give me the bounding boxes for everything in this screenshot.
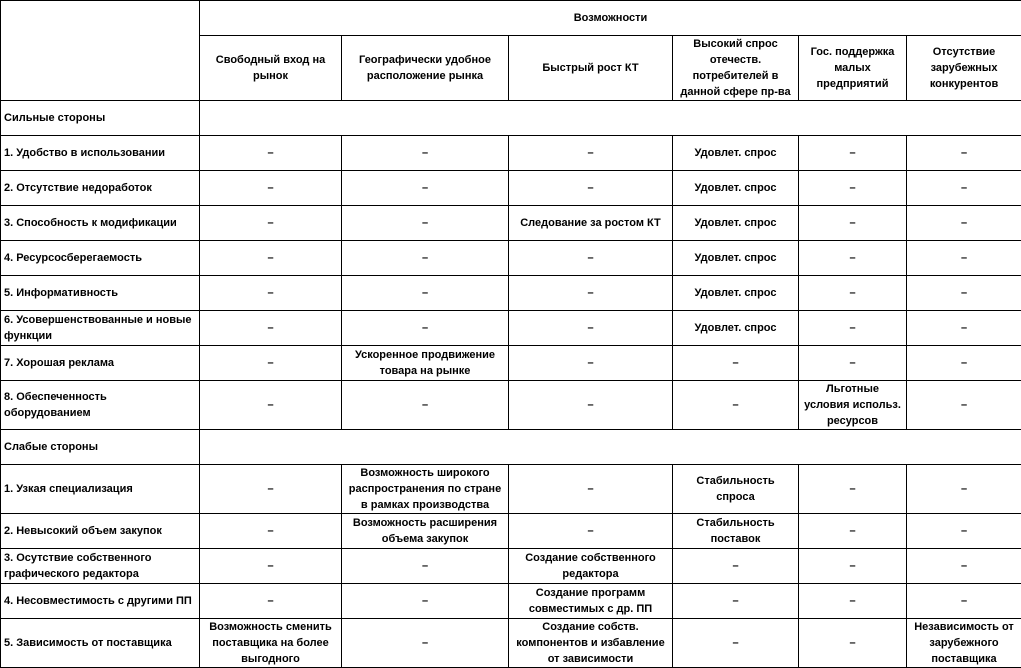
table-cell: – — [907, 241, 1021, 276]
opportunity-header: Гос. поддержка малых предприятий — [799, 36, 907, 101]
table-cell: Возможность широкого распространения по стране в рамках производства — [342, 465, 509, 514]
table-cell: – — [342, 171, 509, 206]
table-cell: Льготные условия использ. ресурсов — [799, 381, 907, 430]
table-cell: – — [342, 241, 509, 276]
table-cell: Создание программ совместимых с др. ПП — [509, 584, 673, 619]
weaknesses-section — [1, 430, 1021, 465]
table-cell: – — [673, 381, 799, 430]
table-cell: – — [799, 311, 907, 346]
table-cell: – — [509, 241, 673, 276]
table-cell: Удовлет. спрос — [673, 206, 799, 241]
table-cell: – — [200, 584, 342, 619]
row-label: 2. Отсутствие недоработок — [1, 171, 200, 206]
table-cell: – — [509, 171, 673, 206]
table-cell: – — [799, 136, 907, 171]
table-cell: Создание собств. компонентов и избавление от зависимости — [509, 619, 673, 668]
table-cell: – — [342, 206, 509, 241]
table-cell: – — [509, 276, 673, 311]
swot-table-body — [1, 1, 1021, 136]
table-cell: – — [907, 206, 1021, 241]
opportunities-title: Возможности — [200, 1, 1021, 36]
opportunity-header: Географически удобное расположение рынка — [342, 36, 509, 101]
table-cell: – — [673, 584, 799, 619]
table-row — [1, 549, 1021, 584]
table-cell: Стабильность поставок — [673, 514, 799, 549]
table-row — [1, 311, 1021, 346]
table-cell: – — [200, 465, 342, 514]
table-cell: – — [200, 346, 342, 381]
table-cell: Независимость от зарубежного поставщика — [907, 619, 1021, 668]
opportunity-header: Быстрый рост КТ — [509, 36, 673, 101]
table-row — [1, 206, 1021, 241]
table-cell: – — [799, 584, 907, 619]
row-label: 1. Узкая специализация — [1, 465, 200, 514]
table-cell: – — [342, 136, 509, 171]
table-cell: Удовлет. спрос — [673, 136, 799, 171]
title-row — [1, 1, 1021, 36]
table-cell: – — [200, 549, 342, 584]
table-row — [1, 619, 1021, 668]
weaknesses-section-row — [1, 430, 1021, 465]
table-cell: – — [342, 549, 509, 584]
table-row — [1, 514, 1021, 549]
table-cell: – — [673, 619, 799, 668]
table-cell: – — [509, 311, 673, 346]
table-cell: – — [200, 311, 342, 346]
table-cell: – — [200, 136, 342, 171]
table-cell: – — [342, 276, 509, 311]
table-cell: Удовлет. спрос — [673, 241, 799, 276]
table-cell: Удовлет. спрос — [673, 311, 799, 346]
table-cell: – — [673, 346, 799, 381]
opportunity-header: Отсутствие зарубежных конкурентов — [907, 36, 1021, 101]
table-cell: – — [342, 381, 509, 430]
table-cell: – — [509, 465, 673, 514]
table-cell: – — [907, 276, 1021, 311]
table-cell: – — [907, 346, 1021, 381]
table-row — [1, 346, 1021, 381]
table-cell: – — [509, 136, 673, 171]
table-row — [1, 465, 1021, 514]
row-label: 5. Зависимость от поставщика — [1, 619, 200, 668]
row-label: 4. Несовместимость с другими ПП — [1, 584, 200, 619]
table-cell: – — [200, 276, 342, 311]
strengths-section-row — [1, 101, 1021, 136]
table-cell: Следование за ростом КТ — [509, 206, 673, 241]
table-row — [1, 381, 1021, 430]
section-filler — [200, 101, 1021, 136]
table-cell: – — [673, 549, 799, 584]
row-label: 4. Ресурсосберегаемость — [1, 241, 200, 276]
row-label: 3. Способность к модификации — [1, 206, 200, 241]
table-row — [1, 241, 1021, 276]
table-cell: – — [799, 346, 907, 381]
opportunity-header: Высокий спрос отечеств. потребителей в данной сфере пр-ва — [673, 36, 799, 101]
corner-cell — [1, 1, 200, 101]
table-cell: – — [799, 206, 907, 241]
table-cell: Стабильность спроса — [673, 465, 799, 514]
table-cell: Удовлет. спрос — [673, 276, 799, 311]
row-label: 6. Усовершенствованные и новые функции — [1, 311, 200, 346]
opportunity-header: Свободный вход на рынок — [200, 36, 342, 101]
weaknesses-section-label: Слабые стороны — [1, 430, 200, 465]
row-label: 5. Информативность — [1, 276, 200, 311]
row-label: 2. Невысокий объем закупок — [1, 514, 200, 549]
table-cell: – — [799, 171, 907, 206]
table-row — [1, 584, 1021, 619]
table-cell: – — [907, 514, 1021, 549]
table-cell: – — [907, 549, 1021, 584]
table-cell: – — [200, 171, 342, 206]
table-cell: Удовлет. спрос — [673, 171, 799, 206]
table-cell: – — [200, 206, 342, 241]
table-cell: – — [907, 584, 1021, 619]
table-cell: – — [342, 584, 509, 619]
table-cell: – — [907, 171, 1021, 206]
table-cell: – — [799, 276, 907, 311]
table-cell: – — [799, 465, 907, 514]
weaknesses-rows — [1, 465, 1021, 668]
table-cell: – — [907, 136, 1021, 171]
table-cell: – — [342, 619, 509, 668]
table-cell: – — [799, 549, 907, 584]
table-cell: – — [509, 514, 673, 549]
table-cell: – — [509, 346, 673, 381]
strengths-rows — [1, 136, 1021, 430]
table-cell: – — [342, 311, 509, 346]
table-row — [1, 136, 1021, 171]
table-cell: – — [907, 381, 1021, 430]
row-label: 7. Хорошая реклама — [1, 346, 200, 381]
table-cell: Возможность расширения объема закупок — [342, 514, 509, 549]
table-cell: Возможность сменить поставщика на более выгодного — [200, 619, 342, 668]
table-cell: Создание собственного редактора — [509, 549, 673, 584]
row-label: 3. Осутствие собственного графического редактора — [1, 549, 200, 584]
section-filler — [200, 430, 1021, 465]
table-row — [1, 276, 1021, 311]
table-cell: – — [799, 619, 907, 668]
table-cell: – — [200, 241, 342, 276]
strengths-section-label: Сильные стороны — [1, 101, 200, 136]
table-cell: – — [200, 381, 342, 430]
table-cell: – — [200, 514, 342, 549]
table-cell: – — [907, 311, 1021, 346]
table-row — [1, 171, 1021, 206]
table-cell: – — [509, 381, 673, 430]
table-cell: – — [799, 514, 907, 549]
table-cell: – — [907, 465, 1021, 514]
table-cell: – — [799, 241, 907, 276]
row-label: 8. Обеспеченность оборудованием — [1, 381, 200, 430]
table-cell: Ускоренное продвижение товара на рынке — [342, 346, 509, 381]
row-label: 1. Удобство в использовании — [1, 136, 200, 171]
